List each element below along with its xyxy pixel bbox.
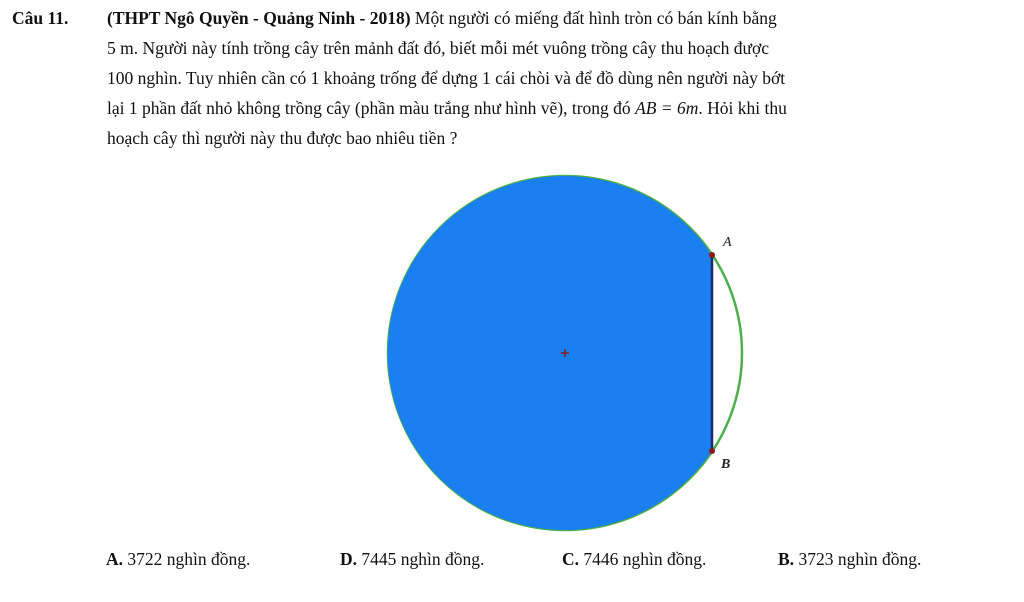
answer-choices — [0, 544, 1024, 574]
problem-line-5: hoạch cây thì người này thu được bao nhiêu tiền ? — [107, 128, 458, 148]
label-a: A — [723, 235, 732, 250]
choice-a-key: A. — [106, 549, 124, 569]
choice-c-key: C. — [562, 549, 580, 569]
choice-b-key: B. — [778, 549, 795, 569]
choice-d[interactable] — [340, 544, 484, 574]
question-source: (THPT Ngô Quyền - Quảng Ninh - 2018) — [107, 8, 411, 28]
choice-c[interactable] — [562, 544, 706, 574]
choice-d-text: 7445 nghìn đồng. — [357, 549, 485, 569]
chord-length-expression: AB = 6m — [635, 98, 699, 118]
circle-figure — [380, 170, 760, 545]
point-b — [709, 448, 715, 454]
choice-b-text: 3723 nghìn đồng. — [794, 549, 922, 569]
problem-line-3: 100 nghìn. Tuy nhiên cần có 1 khoảng trống để dựng 1 cái chòi và để đồ dùng nên người này bớt — [107, 68, 786, 88]
choice-a-text: 3722 nghìn đồng. — [123, 549, 251, 569]
problem-line-1 — [12, 3, 1020, 33]
choice-b[interactable] — [778, 544, 921, 574]
choice-c-text: 7446 nghìn đồng. — [579, 549, 707, 569]
problem-line-1-text: Một người có miếng đất hình tròn có bán kính bằng — [410, 8, 777, 28]
choice-d-key: D. — [340, 549, 358, 569]
problem-text — [12, 3, 1020, 153]
label-b: B — [721, 457, 731, 472]
question-number: Câu 11. — [12, 8, 69, 28]
circle-diagram — [380, 170, 760, 540]
problem-line-2: 5 m. Người này tính trồng cây trên mảnh đất đó, biết mỗi mét vuông trồng cây thu hoạch được — [107, 38, 769, 58]
planted-region — [388, 176, 712, 530]
problem-line-4-end: . Hỏi khi thu — [698, 98, 787, 118]
problem-line-4-text: lại 1 phần đất nhỏ không trồng cây (phần màu trắng như hình vẽ), trong đó — [107, 98, 636, 118]
choice-a[interactable] — [106, 544, 250, 574]
point-a — [709, 252, 715, 258]
problem-line-4 — [12, 93, 1020, 123]
